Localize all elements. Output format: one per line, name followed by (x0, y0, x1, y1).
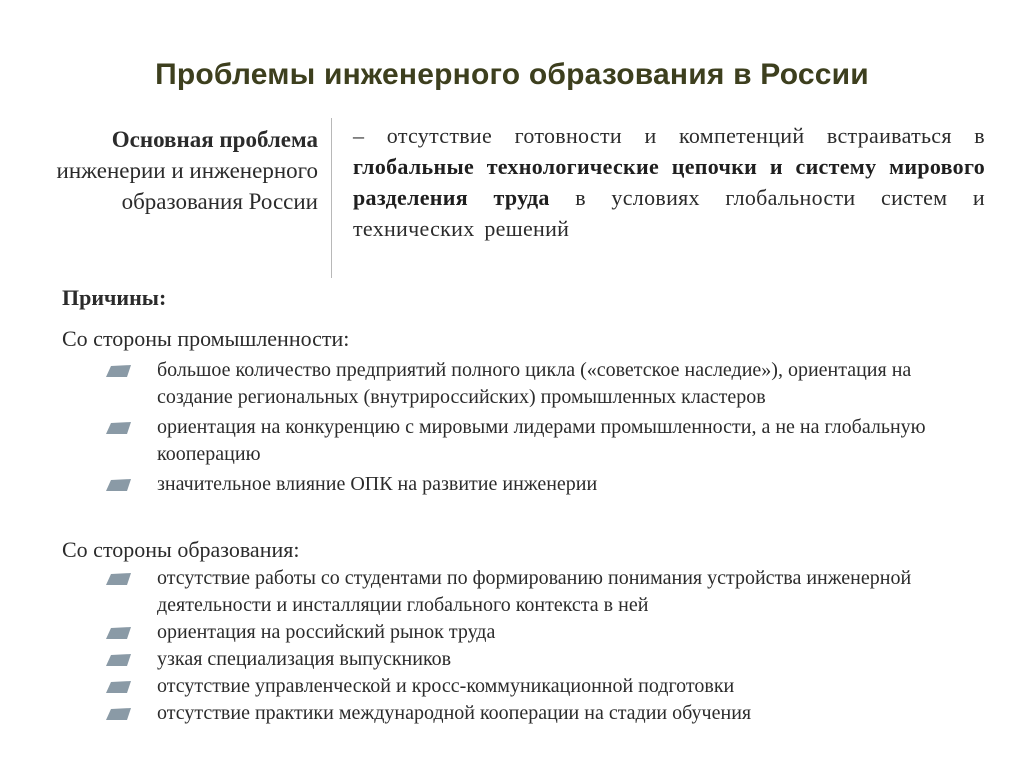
list-item (0, 357, 1024, 411)
list-item-text: узкая специализация выпускников (157, 648, 452, 670)
list-item-text: значительное влияние ОПК на развитие инженерии (157, 473, 598, 495)
list-item-text: отсутствие работы со студентами по формированию понимания устройства инженерной деятельности и инсталляции глобального контекста в ней (157, 567, 912, 616)
problem-label (38, 124, 318, 217)
list-item (0, 646, 1024, 673)
parallelogram-bullet-icon (106, 681, 131, 693)
list-item-text: отсутствие управленческой и кросс-коммуникационной подготовки (157, 675, 735, 697)
list-item-text: ориентация на конкуренцию с мировыми лидерами промышленности, а не на глобальную кооперацию (157, 416, 926, 465)
parallelogram-bullet-icon (106, 654, 131, 666)
list-item (0, 700, 1024, 727)
list-item-text: большое количество предприятий полного цикла («советское наследие»), ориентация на создание региональных (внутрироссийских) промышленных кластеров (157, 359, 912, 408)
list-item-text: ориентация на российский рынок труда (157, 621, 496, 643)
divider-line (331, 118, 332, 278)
list-item (0, 471, 1024, 498)
list-item-text: отсутствие практики международной кооперации на стадии обучения (157, 702, 752, 724)
problem-description (353, 120, 985, 244)
list-item (0, 565, 1024, 619)
problem-tail-text: в условиях глобальности систем и технических решений (353, 185, 985, 241)
education-heading: Со стороны образования: (62, 537, 300, 562)
list-item (0, 673, 1024, 700)
list-item (0, 414, 1024, 468)
problem-dash-text: – отсутствие готовности и компетенций встраиваться в (353, 123, 985, 148)
page-title: Проблемы инженерного образования в России (155, 58, 869, 91)
parallelogram-bullet-icon (106, 479, 131, 491)
list-item (0, 619, 1024, 646)
parallelogram-bullet-icon (106, 708, 131, 720)
industry-list (0, 357, 1024, 498)
problem-bold-text: глобальные технологические цепочки и систему мирового разделения труда (353, 154, 985, 210)
parallelogram-bullet-icon (106, 627, 131, 639)
parallelogram-bullet-icon (106, 365, 131, 377)
problem-label-bold: Основная проблема (111, 127, 318, 152)
education-list (0, 565, 1024, 727)
parallelogram-bullet-icon (106, 422, 131, 434)
industry-heading: Со стороны промышленности: (62, 326, 350, 351)
parallelogram-bullet-icon (106, 573, 131, 585)
reasons-title: Причины: (62, 285, 167, 310)
problem-label-rest: инженерии и инженерного образования России (56, 158, 318, 214)
